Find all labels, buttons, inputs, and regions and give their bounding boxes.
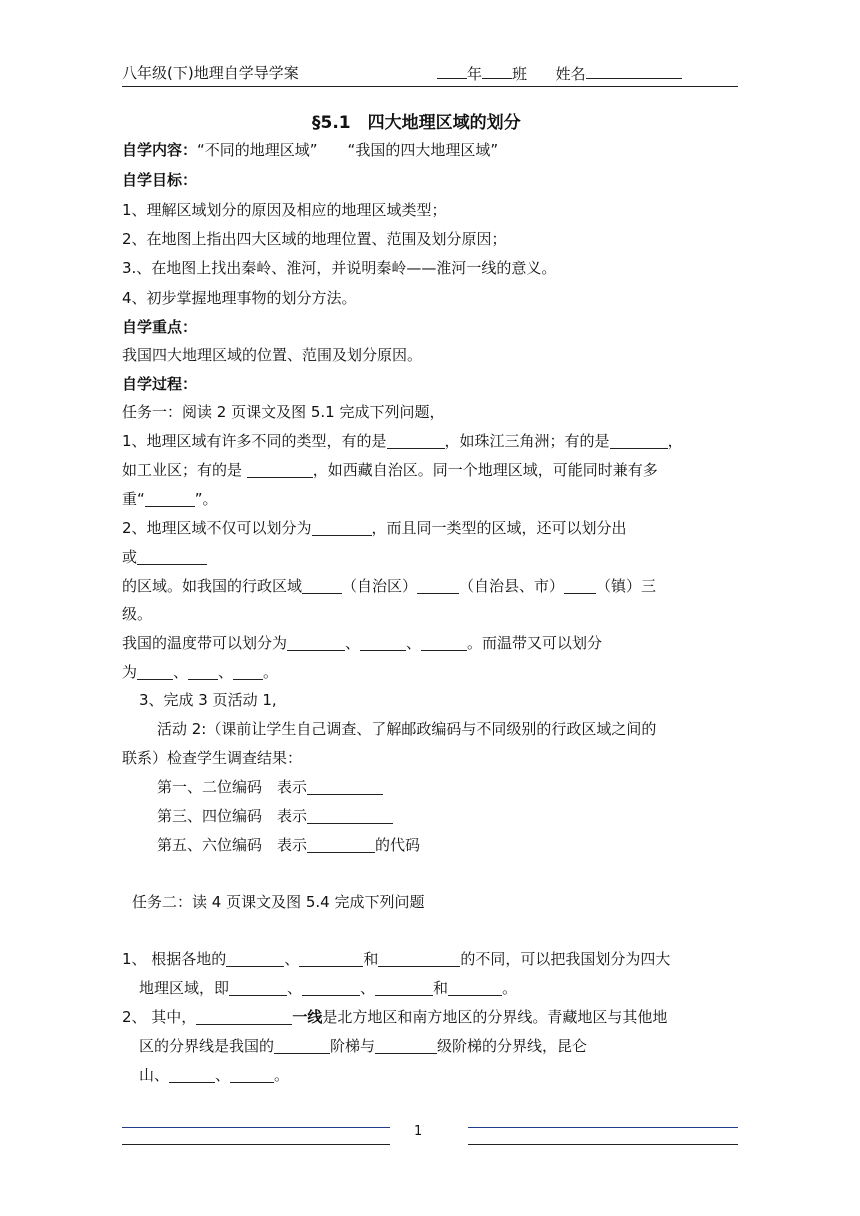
task2-question-2-line-1: 2、 其中， 一线是北方地区和南方地区的分界线。青藏地区与其他地 [122,1008,668,1026]
answer-blank[interactable] [387,432,445,449]
answer-blank[interactable] [188,663,218,680]
task2-question-1-line-2: 地理区域，即 、 、 和 。 [139,979,518,997]
activity-2-line-1: 活动 2:（课前让学生自己调查、了解邮政编码与不同级别的行政区域之间的 [157,720,657,738]
question-2-line-6: 为 、 、 。 [122,663,279,681]
goal-item: 2、在地图上指出四大区域的地理位置、范围及划分原因； [122,230,507,248]
footer-rule-left-2 [122,1144,390,1145]
question-2-line-1: 2、地理区域不仅可以划分为 ，而且同一类型的区域，还可以划分出 [122,519,627,537]
goal-item: 3.、在地图上找出秦岭、淮河，并说明秦岭——淮河一线的意义。 [122,259,557,277]
page-number: 1 [414,1124,423,1139]
postal-code-row: 第一、二位编码 表示 [157,776,383,797]
answer-blank[interactable] [448,979,502,996]
task2-intro: 任务二：读 4 页课文及图 5.4 完成下列问题 [132,893,425,911]
focus-heading: 自学重点： [122,318,198,336]
process-heading: 自学过程： [122,375,198,393]
page-title: §5.1 四大地理区域的划分 [312,113,521,133]
name-blank[interactable] [586,62,682,79]
answer-blank[interactable] [302,577,342,594]
answer-blank[interactable] [375,1037,437,1054]
activity-2-line-2: 联系）检查学生调查结果： [122,749,303,767]
answer-blank[interactable] [233,663,263,680]
answer-blank[interactable] [226,950,284,967]
goals-heading: 自学目标： [122,171,198,189]
footer-rule-left [122,1127,390,1128]
answer-blank[interactable] [564,577,596,594]
question-2-line-4: 级。 [122,605,153,623]
answer-blank[interactable] [169,1066,215,1083]
postal-code-row: 第五、六位编码 表示 的代码 [157,836,421,854]
answer-blank[interactable] [378,950,460,967]
question-1-line-1: 1、地理区域有许多不同的类型，有的是 ，如珠江三角洲；有的是 ， [122,432,683,450]
student-info: 年 班 姓名 [437,62,682,84]
year-blank[interactable] [437,62,467,79]
task1-intro: 任务一：阅读 2 页课文及图 5.1 完成下列问题， [122,403,445,421]
answer-blank[interactable] [230,1066,274,1083]
answer-blank[interactable] [287,634,345,651]
footer-rule-right-2 [468,1144,738,1145]
task2-question-1-line-1: 1、 根据各地的 、 和 的不同，可以把我国划分为四大 [122,950,671,968]
task2-question-2-line-3: 山、 、 。 [139,1066,290,1084]
answer-blank[interactable] [137,548,207,565]
answer-blank[interactable] [229,979,287,996]
question-2-line-3: 的区域。如我国的行政区域 （自治区） （自治县、市） （镇）三 [122,577,657,595]
answer-blank[interactable] [302,979,360,996]
class-blank[interactable] [482,62,512,79]
footer-rule-right [468,1127,738,1128]
question-3: 3、完成 3 页活动 1, [139,691,277,709]
focus-text: 我国四大地理区域的位置、范围及划分原因。 [122,346,423,364]
question-2-line-2: 或 [122,546,207,567]
answer-blank[interactable] [196,1008,292,1025]
answer-blank[interactable] [610,432,668,449]
question-1-line-2: 如工业区；有的是 ，如西藏自治区。同一个地理区域，可能同时兼有多 [122,461,658,479]
answer-blank[interactable] [307,778,383,795]
goal-item: 4、初步掌握地理事物的划分方法。 [122,289,357,307]
answer-blank[interactable] [137,663,173,680]
answer-blank[interactable] [299,950,363,967]
answer-blank[interactable] [421,634,467,651]
answer-blank[interactable] [417,577,459,594]
answer-blank[interactable] [307,807,393,824]
answer-blank[interactable] [145,490,195,507]
question-1-line-3: 重“ ”。 [122,490,218,508]
answer-blank[interactable] [307,836,375,853]
content-row: 自学内容：“不同的地理区域” “我国的四大地理区域” [122,141,499,159]
answer-blank[interactable] [360,634,406,651]
goal-item: 1、理解区域划分的原因及相应的地理区域类型； [122,201,447,219]
postal-code-row: 第三、四位编码 表示 [157,805,393,826]
answer-blank[interactable] [247,461,313,478]
document-name: 八年级(下)地理自学导学案 [122,64,299,82]
answer-blank[interactable] [375,979,433,996]
page-header [122,62,738,87]
answer-blank[interactable] [274,1037,330,1054]
answer-blank[interactable] [312,519,372,536]
question-2-line-5: 我国的温度带可以划分为 、 、 。而温带又可以划分 [122,634,603,652]
task2-question-2-line-2: 区的分界线是我国的 阶梯与 级阶梯的分界线，昆仑 [139,1037,588,1055]
